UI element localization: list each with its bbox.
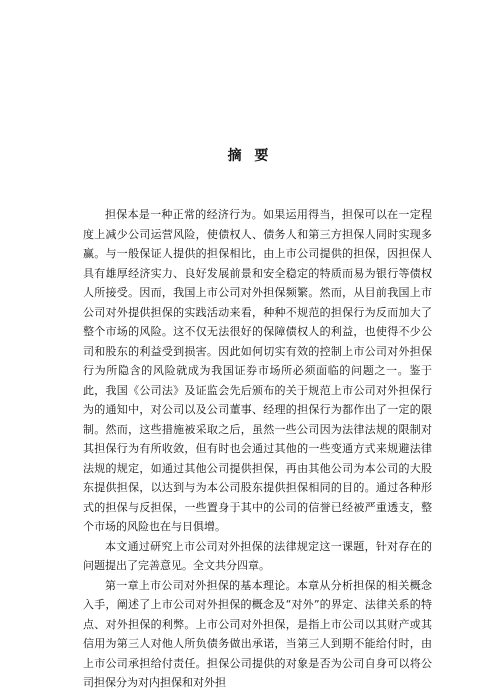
abstract-title: 摘 要 <box>227 148 273 164</box>
paragraph-1: 担保本是一种正常的经济行为。如果运用得当，担保可以在一定程度上减少公司运营风险，使债权人、债务人和第三方担保人同时实现多赢。与一般保证人提供的担保相比，由上市公司提供的担保，因担保人具有雄厚经济实力、良好发展前景和安全稳定的特质而易为银行等债权人所接受。因而，我国上市公司对外担保频繁。然而，从目前我国上市公司对外提供担保的实践活动来看，种种不规范的担保行为反而加大了整个市场的风险。这不仅无法很好的保障债权人的利益，也使得不少公司和股东的利益受到损害。因此如何切实有效的控制上市公司对外担保行为所隐含的风险就成为我国证券市场所必须面临的问题之一。鉴于此，我国《公司法》及证监会先后颁布的关于规范上市公司对外担保行为的通知中，对公司以及公司董事、经理的担保行为都作出了一定的限制。然而，这些措施被采取之后，虽然一些公司因为法律法规的限制对其担保行为有所收敛，但有时也会通过其他的一些变通方式来规避法律法规的规定，如通过其他公司提供担保，再由其他公司为本公司的大股东提供担保，以达到与为本公司股东提供担保相同的目的。通过各种形式的担保与反担保，一些置身于其中的公司的信誉已经被严重透支，整个市场的风险也在与日俱增。 <box>83 208 432 533</box>
paragraph-3: 第一章上市公司对外担保的基本理论。本章从分析担保的相关概念入手，阐述了上市公司对外担保的概念及“对外”的界定、法律关系的特点、对外担保的利弊。上市公司对外担保，是指上市公司以其财产或其信用为第三人对他人所负债务做出承诺，当第三人到期不能给付时，由上市公司承担给付责任。担保公司提供的对象是否为公司自身可以将公司担保分为对内担保和对外担 <box>83 578 432 689</box>
abstract-body <box>83 205 432 693</box>
paragraph-2: 本文通过研究上市公司对外担保的法律规定这一课题，针对存在的问题提出了完善意见。全文共分四章。 <box>83 539 432 572</box>
